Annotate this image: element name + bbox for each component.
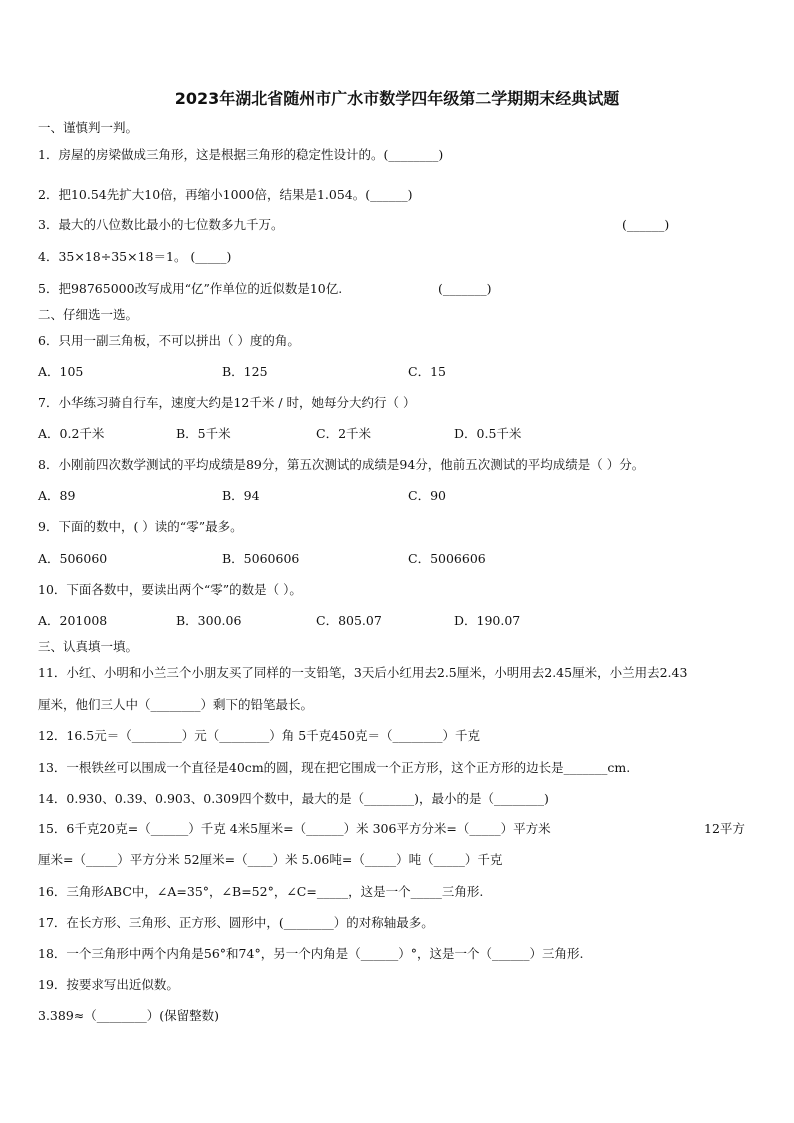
question-4: 4．35×18÷35×18＝1。 (_____): [38, 249, 232, 264]
q7-option-a: A．0.2千米: [38, 426, 105, 441]
question-7: 7．小华练习骑自行车，速度大约是12千米 / 时，她每分大约行（ ）: [38, 395, 416, 410]
q6-option-c: C．15: [408, 364, 446, 379]
question-3: 3．最大的八位数比最小的七位数多九千万。: [38, 217, 284, 232]
section-heading-2: 二、仔细选一选。: [38, 307, 139, 322]
question-3-blank: (______): [622, 217, 670, 232]
question-15-line-1: 15．6千克20克=（______）千克 4米5厘米=（______）米 306平方分米=（_____）平方米: [38, 821, 551, 836]
question-1: 1．房屋的房梁做成三角形，这是根据三角形的稳定性设计的。(________): [38, 147, 444, 162]
question-19-answer-line: 3.389≈（________）(保留整数): [38, 1008, 220, 1023]
q10-option-a: A．201008: [38, 613, 108, 628]
q9-option-a: A．506060: [38, 551, 108, 566]
question-9: 9．下面的数中，( ）读的“零”最多。: [38, 519, 243, 534]
q7-option-b: B．5千米: [176, 426, 231, 441]
question-12: 12．16.5元＝（________）元（________）角 5千克450克＝（________）千克: [38, 728, 481, 743]
q10-option-c: C．805.07: [316, 613, 382, 628]
question-5: 5．把98765000改写成用“亿”作单位的近似数是10亿.: [38, 281, 343, 296]
question-16: 16．三角形ABC中，∠A=35°，∠B=52°，∠C=_____，这是一个_____三角形.: [38, 884, 484, 899]
q10-option-d: D．190.07: [454, 613, 521, 628]
section-heading-3: 三、认真填一填。: [38, 639, 139, 654]
question-17: 17．在长方形、三角形、正方形、圆形中，(________）的对称轴最多。: [38, 915, 434, 930]
q8-option-a: A．89: [38, 488, 76, 503]
question-10: 10．下面各数中，要读出两个“零”的数是（ ）。: [38, 582, 302, 597]
q9-option-c: C．5006606: [408, 551, 486, 566]
q9-option-b: B．5060606: [222, 551, 300, 566]
question-8: 8．小刚前四次数学测试的平均成绩是89分，第五次测试的成绩是94分，他前五次测试的平均成绩是（ ）分。: [38, 457, 645, 472]
q7-option-c: C．2千米: [316, 426, 372, 441]
q7-option-d: D．0.5千米: [454, 426, 522, 441]
section-heading-1: 一、谨慎判一判。: [38, 120, 139, 135]
question-6: 6．只用一副三角板，不可以拼出（ ）度的角。: [38, 333, 300, 348]
q6-option-a: A．105: [38, 364, 84, 379]
q10-option-b: B．300.06: [176, 613, 242, 628]
question-2: 2．把10.54先扩大10倍，再缩小1000倍，结果是1.054。(______): [38, 187, 413, 202]
question-11-line-1: 11．小红、小明和小兰三个小朋友买了同样的一支铅笔，3天后小红用去2.5厘米，小明用去2.45厘米，小兰用去2.43: [38, 665, 688, 680]
question-15-line-2: 厘米=（_____）平方分米 52厘米=（____）米 5.06吨=（_____）吨（_____）千克: [38, 852, 503, 867]
question-19: 19．按要求写出近似数。: [38, 977, 179, 992]
question-18: 18．一个三角形中两个内角是56°和74°，另一个内角是（______）°，这是一个（______）三角形.: [38, 946, 584, 961]
question-14: 14．0.930、0.39、0.903、0.309四个数中，最大的是（________)，最小的是（________): [38, 791, 549, 806]
q8-option-b: B．94: [222, 488, 260, 503]
question-11-line-2: 厘米，他们三人中（________）剩下的铅笔最长。: [38, 697, 314, 712]
question-15-line-1-end: 12平方: [704, 821, 745, 836]
question-5-blank: (_______): [438, 281, 492, 296]
page-title: 2023年湖北省随州市广水市数学四年级第二学期期末经典试题: [174, 89, 620, 108]
question-13: 13．一根铁丝可以围成一个直径是40cm的圆，现在把它围成一个正方形，这个正方形的边长是_______cm.: [38, 760, 631, 775]
q8-option-c: C．90: [408, 488, 446, 503]
q6-option-b: B．125: [222, 364, 268, 379]
